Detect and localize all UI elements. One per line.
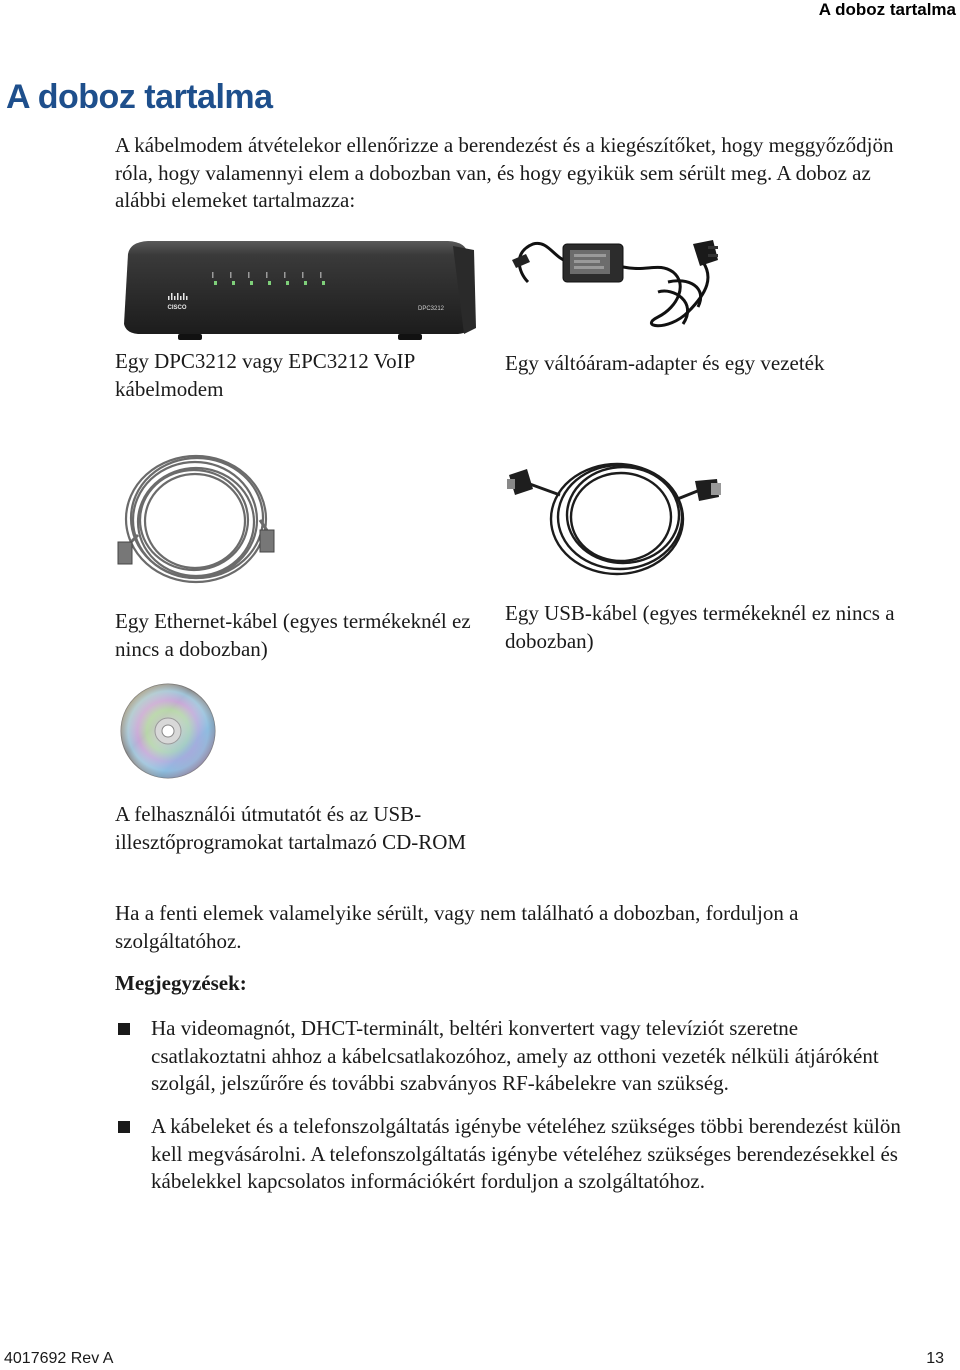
footer-doc-number: 4017692 Rev A [4, 1350, 114, 1367]
notes-list-2 [118, 1113, 918, 1196]
ac-adapter-image [508, 232, 723, 337]
modem-model-label: DPC3212 [418, 306, 445, 312]
caption-ac-adapter: Egy váltóáram-adapter és egy vezeték [505, 351, 825, 375]
caption-cable-modem: Egy DPC3212 vagy EPC3212 VoIP kábelmodem [115, 349, 415, 401]
notes-list [118, 1015, 918, 1098]
notes-title: Megjegyzések: [115, 971, 247, 995]
running-header: A doboz tartalma [818, 0, 956, 19]
usb-cable-image [505, 455, 725, 580]
page-title: A doboz tartalma [6, 78, 273, 116]
note-text: A kábeleket és a telefonszolgáltatás igénybe vételéhez szükséges többi berendezést külön kell megvásárolni. A telefonszolgáltatás igénybe vételéhez szükséges berendezésekkel és kábelekkel kapcsolatos információkért forduljon a szolgáltatóhoz. [151, 1114, 901, 1193]
caption-usb-cable: Egy USB-kábel (egyes termékeknél ez nincs a dobozban) [505, 601, 895, 653]
footer-page-number: 13 [926, 1350, 944, 1367]
closing-paragraph: Ha a fenti elemek valamelyike sérült, vagy nem található a dobozban, forduljon a szolgáltatóhoz. [115, 901, 799, 953]
list-item [118, 1015, 918, 1098]
caption-ethernet-cable: Egy Ethernet-kábel (egyes termékeknél ez nincs a dobozban) [115, 609, 471, 661]
cd-rom-image [118, 682, 218, 780]
intro-paragraph: A kábelmodem átvételekor ellenőrizze a berendezést és a kiegészítőket, hogy meggyőződjön róla, hogy valamennyi elem a dobozban van, és hogy egyikük sem sérült meg. A doboz az alábbi elemeket tartalmazza: [115, 133, 894, 212]
cable-modem-image [118, 236, 478, 341]
square-bullet-icon [118, 1121, 130, 1133]
list-item [118, 1113, 918, 1196]
modem-brand-label: CISCO [167, 305, 187, 311]
caption-cd-rom: A felhasználói útmutatót és az USB-illesztőprogramokat tartalmazó CD-ROM [115, 802, 467, 854]
ethernet-cable-image [110, 450, 285, 590]
square-bullet-icon [118, 1023, 130, 1035]
note-text: Ha videomagnót, DHCT-terminált, beltéri konvertert vagy televíziót szeretne csatlakoztatni ahhoz a kábelcsatlakozóhoz, amely az otthoni vezeték nélküli átjáróként szolgál, jelszűrőre és további szabványos RF-kábelekre van szükség. [151, 1016, 879, 1095]
